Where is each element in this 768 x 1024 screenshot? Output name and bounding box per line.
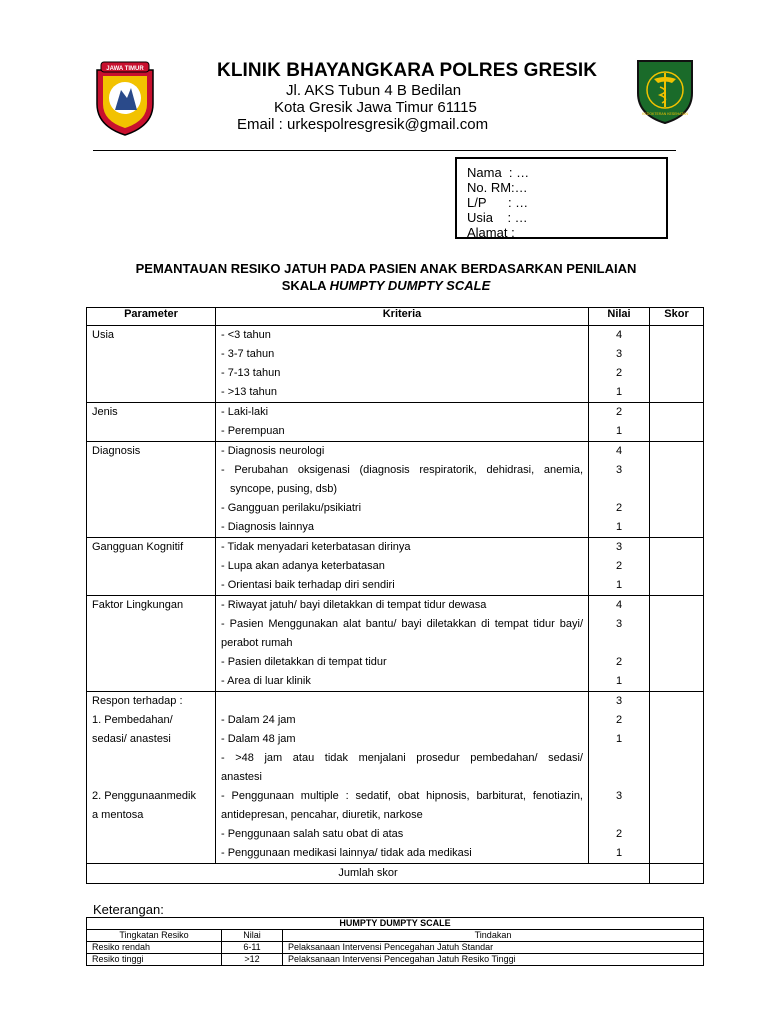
document-title-prefix: SKALA [281, 278, 330, 293]
patient-address-field[interactable]: Alamat : [467, 225, 515, 239]
parameter-cell [87, 442, 216, 538]
nilai-value [589, 806, 649, 825]
parameter-text: Respon terhadap : [92, 695, 183, 707]
parameter-text: a mentosa [92, 809, 144, 821]
criteria-text: - <3 tahun [221, 329, 271, 341]
right-logo-text: KEDOKTERAN KESEHATAN [642, 112, 688, 116]
nilai-value: 3 [615, 695, 623, 707]
police-emblem-logo [93, 60, 157, 136]
criteria-text: - Riwayat jatuh/ bayi diletakkan di tempat tidur dewasa [221, 599, 487, 611]
header-divider [93, 150, 676, 151]
parameter-text: Usia [92, 329, 115, 341]
nilai-value: 4 [615, 445, 623, 457]
legend-value: >12 [222, 954, 283, 966]
legend-header-row [87, 930, 704, 942]
parameter-text: 2. Penggunaanmedik [92, 790, 196, 802]
parameter-text [87, 768, 215, 787]
parameter-text: Diagnosis [92, 445, 141, 457]
criteria-cell [216, 596, 589, 692]
document-title-line-2 [86, 278, 686, 293]
clinic-name: KLINIK BHAYANGKARA POLRES GRESIK [217, 60, 598, 81]
criteria-text: antidepresan, pencahar, diuretik, narkose [221, 809, 423, 821]
header-parameter: Parameter [87, 308, 216, 326]
nilai-cell [589, 692, 650, 864]
nilai-value: 1 [615, 386, 623, 398]
skor-cell[interactable] [650, 538, 704, 596]
header-skor: Skor [650, 308, 704, 326]
legend-header-level: Tingkatan Resiko [87, 930, 222, 942]
criteria-text [216, 692, 588, 711]
criteria-text: syncope, pusing, dsb) [230, 483, 338, 495]
table-row [87, 326, 704, 403]
criteria-cell [216, 403, 589, 442]
criteria-text: - >13 tahun [221, 386, 277, 398]
legend-value: 6-11 [222, 942, 283, 954]
criteria-text: - Diagnosis lainnya [221, 521, 314, 533]
criteria-cell [216, 326, 589, 403]
nilai-cell [589, 442, 650, 538]
table-row [87, 596, 704, 692]
legend-action: Pelaksanaan Intervensi Pencegahan Jatuh Resiko Tinggi [283, 954, 704, 966]
nilai-value: 2 [615, 714, 623, 726]
parameter-text: Faktor Lingkungan [92, 599, 184, 611]
criteria-cell [216, 442, 589, 538]
parameter-text: Gangguan Kognitif [92, 541, 184, 553]
criteria-cell [216, 538, 589, 596]
nilai-value: 1 [615, 579, 623, 591]
address-line-2: Kota Gresik Jawa Timur 61115 [274, 99, 477, 116]
criteria-text: - Perubahan oksigenasi (diagnosis respiratorik, dehidrasi, anemia, [221, 464, 583, 476]
criteria-text: - Pasien Menggunakan alat bantu/ bayi diletakkan di tempat tidur bayi/ [221, 618, 583, 630]
table-header-row [87, 308, 704, 326]
criteria-text: - Dalam 24 jam [221, 714, 296, 726]
criteria-text: - Dalam 48 jam [221, 733, 296, 745]
patient-rm-field[interactable]: No. RM:… [467, 180, 528, 195]
nilai-value: 1 [615, 521, 623, 533]
criteria-text: - Perempuan [221, 425, 285, 437]
sum-row [87, 864, 704, 884]
sum-score-cell[interactable] [650, 864, 704, 884]
legend-title: HUMPTY DUMPTY SCALE [87, 918, 704, 930]
table-row [87, 538, 704, 596]
criteria-text: - Orientasi baik terhadap diri sendiri [221, 579, 395, 591]
nilai-value [589, 768, 649, 787]
criteria-text: - Area di luar klinik [221, 675, 311, 687]
criteria-text: - Laki-laki [221, 406, 269, 418]
legend-header-action: Tindakan [283, 930, 704, 942]
nilai-value: 1 [615, 733, 623, 745]
nilai-value: 4 [615, 329, 623, 341]
nilai-cell [589, 538, 650, 596]
nilai-value: 2 [615, 560, 623, 572]
legend-table [86, 917, 704, 966]
nilai-value [589, 480, 649, 499]
criteria-text: - Lupa akan adanya keterbatasan [221, 560, 385, 572]
skor-cell[interactable] [650, 326, 704, 403]
nilai-cell [589, 403, 650, 442]
parameter-text: Jenis [92, 406, 118, 418]
criteria-cell [216, 692, 589, 864]
patient-age-field[interactable]: Usia : … [467, 210, 528, 225]
nilai-value: 3 [615, 464, 623, 476]
legend-header-value: Nilai [222, 930, 283, 942]
parameter-text [87, 844, 215, 863]
parameter-cell [87, 692, 216, 864]
document-title-scale-name: HUMPTY DUMPTY SCALE [329, 278, 491, 293]
medical-emblem-logo [634, 57, 696, 125]
nilai-cell [589, 596, 650, 692]
nilai-value [589, 749, 649, 768]
parameter-cell [87, 596, 216, 692]
email-line: Email : urkespolresgresik@gmail.com [237, 116, 489, 133]
nilai-value: 2 [615, 502, 623, 514]
sum-label: Jumlah skor [87, 864, 650, 884]
criteria-text: - Penggunaan medikasi lainnya/ tidak ada medikasi [221, 847, 472, 859]
patient-name-field[interactable]: Nama : … [467, 165, 530, 180]
nilai-value: 1 [615, 847, 623, 859]
skor-cell[interactable] [650, 596, 704, 692]
nilai-value: 1 [615, 425, 623, 437]
patient-sex-field[interactable]: L/P : … [467, 195, 529, 210]
left-logo-text: JAWA TIMUR [106, 66, 144, 72]
legend-row [87, 954, 704, 966]
criteria-text: - Tidak menyadari keterbatasan dirinya [221, 541, 411, 553]
document-title-line-1: PEMANTAUAN RESIKO JATUH PADA PASIEN ANAK BERDASARKAN PENILAIAN [135, 261, 637, 276]
patient-info-box [455, 157, 668, 239]
nilai-value: 3 [615, 348, 623, 360]
criteria-text: - Diagnosis neurologi [221, 445, 325, 457]
legend-title-row [87, 918, 704, 930]
nilai-value: 3 [615, 790, 623, 802]
nilai-value: 3 [615, 618, 623, 630]
criteria-text: - 7-13 tahun [221, 367, 281, 379]
criteria-text: - Pasien diletakkan di tempat tidur [221, 656, 387, 668]
skor-cell[interactable] [650, 692, 704, 864]
nilai-value [589, 634, 649, 653]
parameter-text [87, 825, 215, 844]
criteria-text: - 3-7 tahun [221, 348, 275, 360]
legend-level: Resiko tinggi [87, 954, 222, 966]
nilai-value: 2 [615, 656, 623, 668]
nilai-value: 2 [615, 828, 623, 840]
criteria-text: perabot rumah [221, 637, 293, 649]
criteria-text: - Penggunaan salah satu obat di atas [221, 828, 404, 840]
legend-action: Pelaksanaan Intervensi Pencegahan Jatuh Standar [283, 942, 704, 954]
criteria-text: - Penggunaan multiple : sedatif, obat hipnosis, barbiturat, fenotiazin, [221, 790, 583, 802]
legend-level: Resiko rendah [87, 942, 222, 954]
nilai-value: 2 [615, 406, 623, 418]
parameter-text: sedasi/ anastesi [92, 733, 171, 745]
nilai-value: 4 [615, 599, 623, 611]
nilai-value: 3 [615, 541, 623, 553]
address-line-1: Jl. AKS Tubun 4 B Bedilan [286, 82, 462, 99]
header-kriteria: Kriteria [216, 308, 589, 326]
criteria-text: anastesi [221, 771, 262, 783]
assessment-table [86, 307, 704, 884]
skor-cell[interactable] [650, 403, 704, 442]
parameter-cell [87, 403, 216, 442]
parameter-text: 1. Pembedahan/ [92, 714, 173, 726]
parameter-cell [87, 326, 216, 403]
table-row [87, 403, 704, 442]
nilai-value: 2 [615, 367, 623, 379]
parameter-text [87, 749, 215, 768]
keterangan-label: Keterangan: [93, 902, 164, 917]
header-nilai: Nilai [589, 308, 650, 326]
skor-cell[interactable] [650, 442, 704, 538]
criteria-text: - Gangguan perilaku/psikiatri [221, 502, 362, 514]
legend-row [87, 942, 704, 954]
parameter-cell [87, 538, 216, 596]
nilai-cell [589, 326, 650, 403]
table-row [87, 692, 704, 864]
nilai-value: 1 [615, 675, 623, 687]
criteria-text: - >48 jam atau tidak menjalani prosedur pembedahan/ sedasi/ [221, 752, 583, 764]
table-row [87, 442, 704, 538]
